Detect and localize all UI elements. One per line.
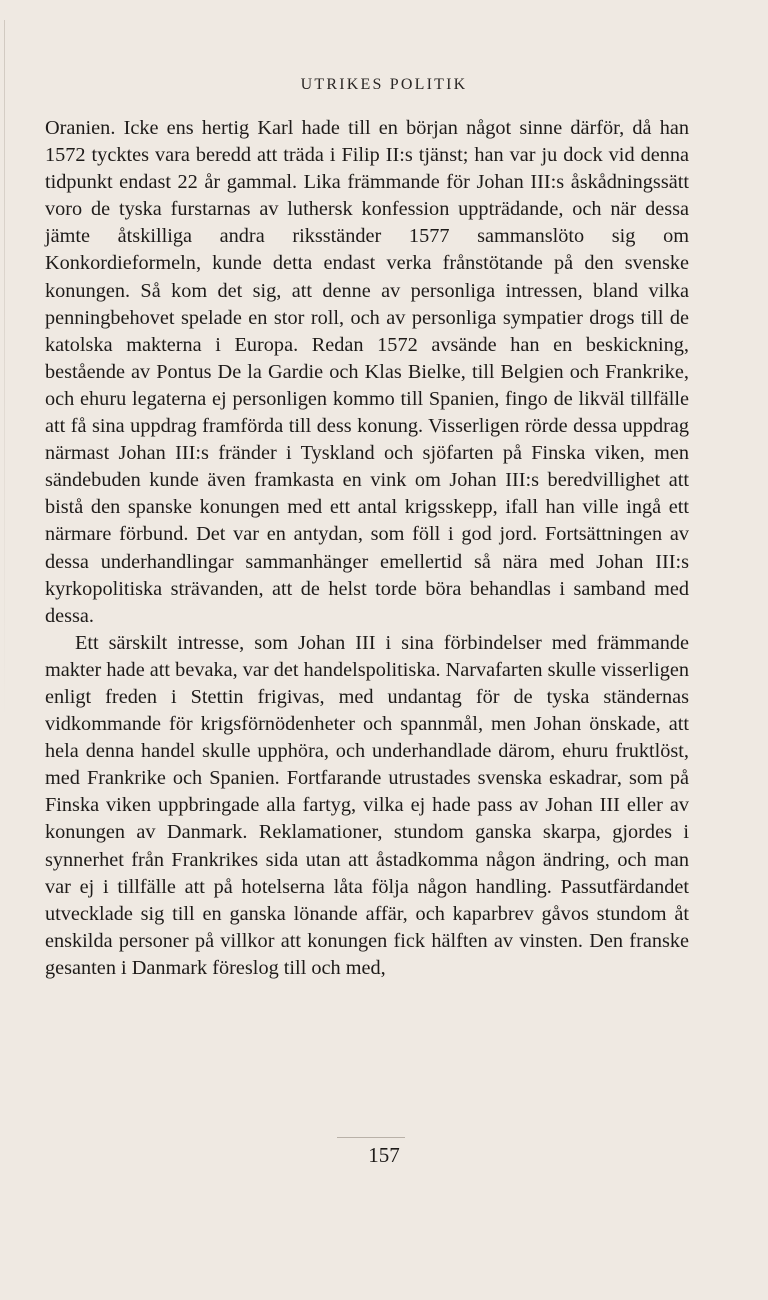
paragraph-2: Ett särskilt intresse, som Johan III i sina förbindelser med främmande makter hade att bevaka, var det handelspolitiska. Narvafarten skulle visserligen enligt freden i Stettin frigivas, med undantag för de tyska ständernas vidkommande för krigsförnödenheter och spannmål, men Johan önskade, att hela denna handel skulle upphöra, och underhandlade därom, ehuru fruktlöst, med Frankrike och Spanien. Fortfarande utrustades svenska eskadrar, som på Finska viken uppbringade alla fartyg, vilka ej hade pass av Johan III eller av konungen av Danmark. Reklamationer, stundom ganska skarpa, gjordes i synnerhet från Frankrikes sida utan att åstadkomma någon ändring, och man var ej i tillfälle att på hotelserna låta följa någon handling. Passutfärdandet utvecklade sig till en ganska lönande affär, och kaparbrev gåvos stundom åt enskilda personer på villkor att konungen fick hälften av vinsten. Den franske gesanten i Danmark föreslog till och med, xyxy=(45,631,689,979)
body-text xyxy=(45,115,689,982)
page-edge-shadow xyxy=(4,20,5,720)
running-header: UTRIKES POLITIK xyxy=(300,76,468,93)
footer-rule xyxy=(337,1137,405,1138)
page-number: 157 xyxy=(368,1143,400,1167)
paragraph-1: Oranien. Icke ens hertig Karl hade till en början något sinne därför, då han 1572 tycktes vara beredd att träda i Filip II:s tjänst; han var ju dock vid denna tidpunkt endast 22 år gammal. Lika främmande för Johan III:s åskådningssätt voro de tyska furstarnas av luthersk konfession uppträdande, och när dessa jämte åtskilliga andra riksständer 1577 sammanslöto sig om Konkordieformeln, kunde detta endast verka frånstötande på den svenske konungen. Så kom det sig, att denne av personliga intressen, bland vilka penningbehovet spelade en stor roll, och av personliga sympatier drogs till de katolska makterna i Europa. Redan 1572 avsände han en beskickning, bestående av Pontus De la Gardie och Klas Bielke, till Belgien och Frankrike, och ehuru legaterna ej personligen kommo till Spanien, fingo de likväl tillfälle att få sina uppdrag framförda till dess konung. Visserligen rörde dessa uppdrag närmast Johan III:s fränder i Tyskland och sjöfarten på Finska viken, men sändebuden kunde även framkasta en vink om Johan III:s beredvillighet att bistå den spanske konungen med ett antal krigsskepp, ifall han ville ingå ett närmare förbund. Det var en antydan, som föll i god jord. Fortsättningen av dessa underhandlingar sammanhänger emellertid så nära med Johan III:s kyrkopolitiska strävanden, att de helst torde böra behandlas i samband med dessa. xyxy=(45,117,689,627)
